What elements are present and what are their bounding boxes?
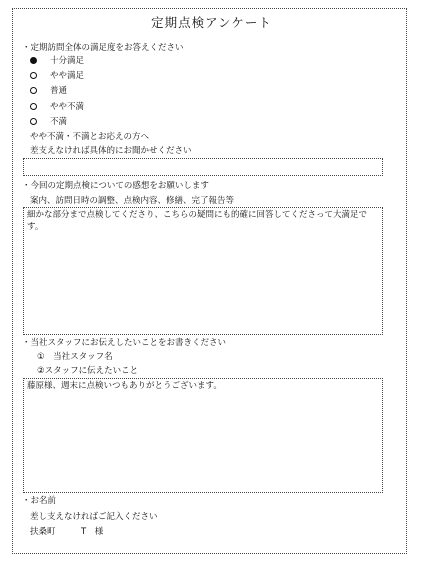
q4-label: ・お名前	[22, 496, 57, 506]
q1-followup-field[interactable]	[23, 158, 383, 176]
radio-empty-icon[interactable]	[30, 72, 37, 79]
q1-label: ・定期訪問全体の満足度をお答えください	[22, 43, 184, 53]
q1-followup-sublabel: 差支えなければ具体的にお聞かせください	[30, 146, 192, 156]
q1-option-label: 普通	[50, 86, 68, 97]
q4-sublabel: 差し支えなければご記入ください	[30, 512, 158, 522]
q1-option-1[interactable]	[30, 56, 84, 67]
radio-selected-icon[interactable]	[30, 57, 37, 64]
q1-option-label: やや満足	[50, 71, 85, 82]
q4-name-value[interactable]: 扶桑町 T 様	[30, 527, 104, 537]
q1-option-3[interactable]	[30, 86, 67, 97]
q2-answer-field[interactable]: 細かな部分まで点検してくださり、こちらの疑問にも的確に回答してくださって大満足です。	[23, 207, 383, 335]
q3-item-staff-name: ① 当社スタッフ名	[37, 352, 113, 362]
radio-empty-icon[interactable]	[30, 87, 37, 94]
survey-title: 定期点検アンケート	[151, 15, 272, 30]
q1-followup-label: やや不満・不満とお応えの方へ	[30, 132, 150, 142]
q2-sublabel: 案内、訪問日時の調整、点検内容、修繕、完了報告等	[30, 196, 235, 206]
q3-item-message: ②スタッフに伝えたいこと	[37, 366, 139, 376]
q1-option-label: 十分満足	[50, 56, 85, 66]
q2-label: ・今回の定期点検についての感想をお願いします	[22, 181, 209, 191]
q3-label: ・当社スタッフにお伝えしたいことをお書きください	[22, 338, 227, 348]
q3-answer-field[interactable]: 藤原様、週末に点検いつもありがとうございます。	[23, 378, 383, 493]
q1-option-2[interactable]	[30, 71, 84, 82]
radio-empty-icon[interactable]	[30, 103, 37, 110]
q1-option-label: 不満	[50, 116, 68, 127]
radio-empty-icon[interactable]	[30, 118, 37, 125]
q1-option-4[interactable]	[30, 102, 84, 113]
q1-option-label: やや不満	[50, 101, 85, 112]
q1-option-5[interactable]	[30, 117, 67, 128]
